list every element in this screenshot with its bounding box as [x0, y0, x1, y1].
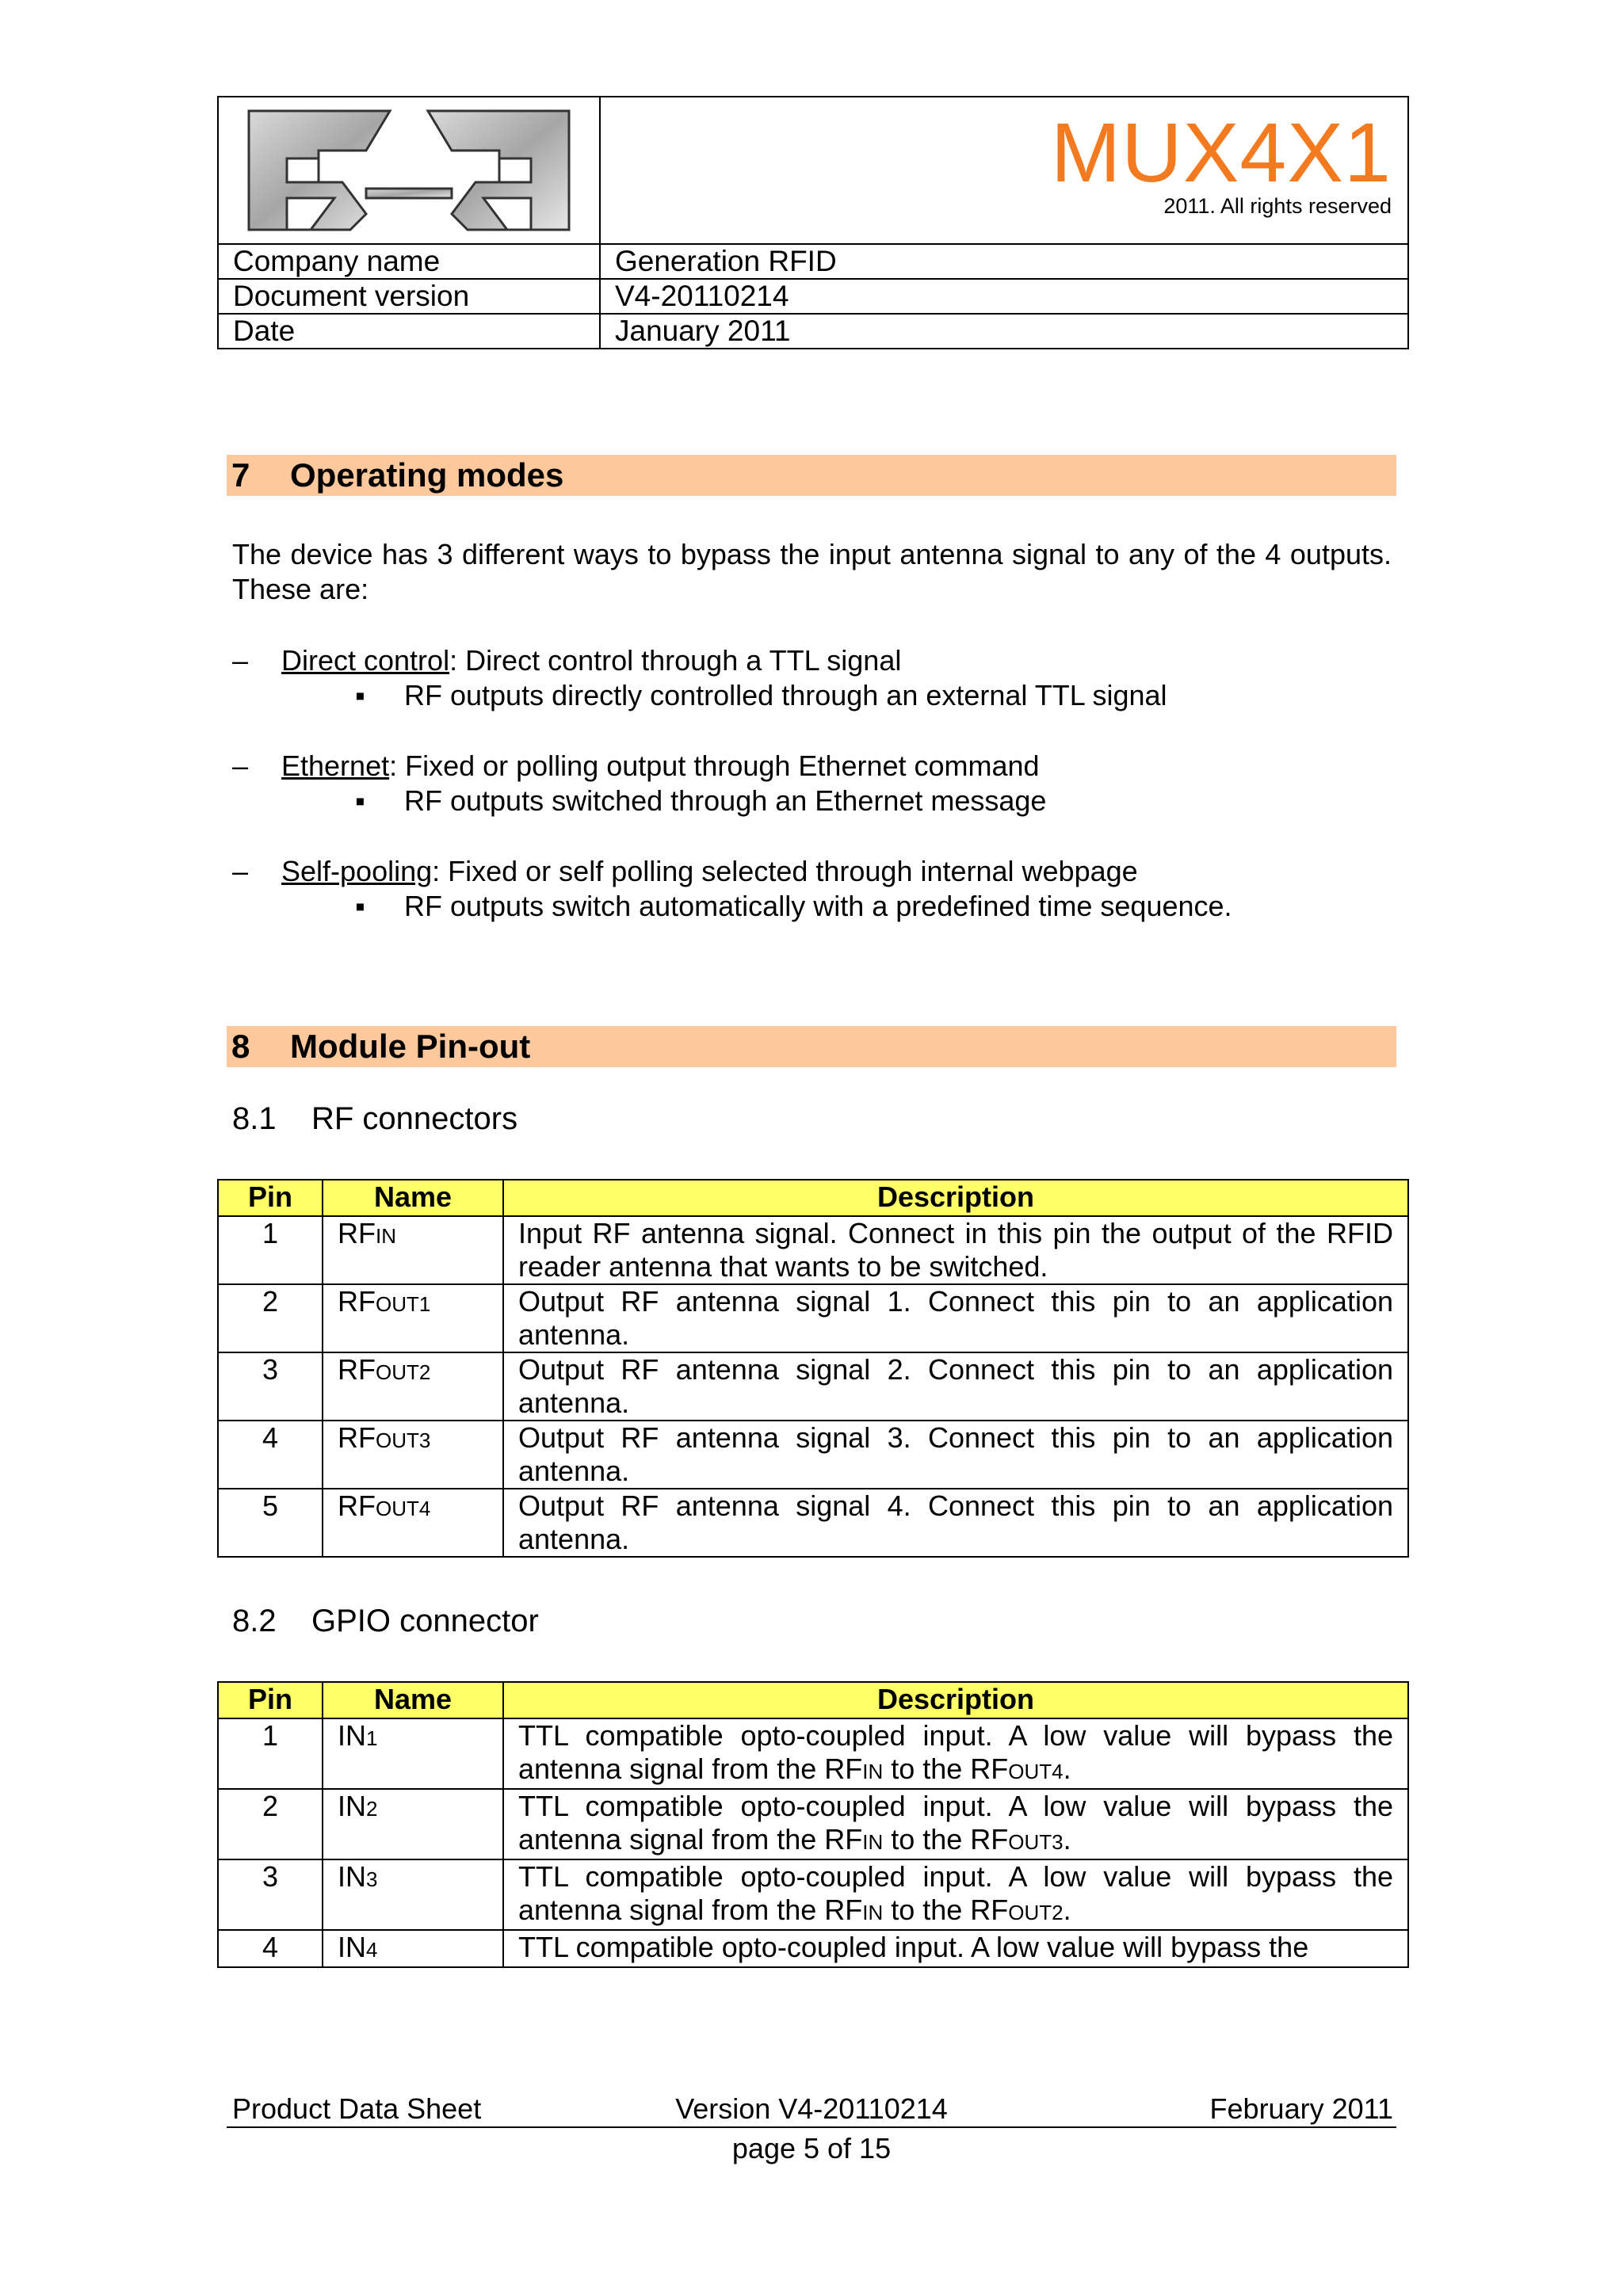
name-cell: IN2 [323, 1789, 503, 1859]
list-item [281, 749, 1040, 784]
header-row [218, 314, 1408, 349]
list-dash: – [232, 749, 249, 782]
header-label: Company name [218, 244, 600, 279]
description-cell: Output RF antenna signal 4. Connect this pin to an application antenna. [503, 1489, 1408, 1557]
section-8-heading [227, 1026, 1396, 1067]
description-cell: TTL compatible opto-coupled input. A low value will bypass the antenna signal from the RFIN to the RFOUT3. [503, 1789, 1408, 1859]
name-cell: RFIN [323, 1216, 503, 1284]
table-header-row [218, 1180, 1408, 1216]
pin-cell: 3 [218, 1859, 323, 1930]
section-7-heading [227, 455, 1396, 496]
sub-item: RF outputs directly controlled through an external TTL signal [404, 679, 1167, 711]
list-rest: : Fixed or self polling selected through internal webpage [432, 855, 1138, 887]
subsection-8-1-heading [232, 1100, 517, 1138]
pin-cell: 2 [218, 1789, 323, 1859]
subsection-title: RF connectors [311, 1101, 518, 1136]
name-cell: IN1 [323, 1718, 503, 1789]
pin-cell: 1 [218, 1216, 323, 1284]
list-rest: : Direct control through a TTL signal [449, 644, 902, 677]
rf-connectors-table [217, 1179, 1409, 1558]
list-term: Ethernet [281, 749, 390, 782]
description-cell: Output RF antenna signal 3. Connect this pin to an application antenna. [503, 1421, 1408, 1489]
pin-cell: 5 [218, 1489, 323, 1557]
description-cell: TTL compatible opto-coupled input. A low value will bypass the [503, 1930, 1408, 1967]
header-row [218, 279, 1408, 314]
name-cell: RFOUT4 [323, 1489, 503, 1557]
table-row [218, 1718, 1408, 1789]
page-number: page 5 of 15 [731, 2132, 892, 2164]
list-item [281, 854, 1138, 889]
name-cell: RFOUT3 [323, 1421, 503, 1489]
column-header: Name [323, 1180, 503, 1216]
sub-item: RF outputs switched through an Ethernet message [404, 784, 1047, 817]
name-cell: IN4 [323, 1930, 503, 1967]
bullet-icon: ▪ [355, 784, 365, 817]
table-row [218, 1284, 1408, 1352]
rights-notice: 2011. All rights reserved [1163, 194, 1392, 218]
document-title: MUX4X1 [1050, 106, 1392, 200]
header-label: Date [218, 314, 600, 349]
description-cell: Output RF antenna signal 2. Connect this pin to an application antenna. [503, 1352, 1408, 1421]
table-row [218, 1421, 1408, 1489]
list-dash: – [232, 855, 249, 887]
column-header: Pin [218, 1180, 323, 1216]
table-row [218, 1789, 1408, 1859]
section-title: Module Pin-out [290, 1028, 531, 1065]
title-cell [600, 97, 1408, 244]
column-header: Pin [218, 1682, 323, 1718]
pin-cell: 3 [218, 1352, 323, 1421]
section-number: 8 [231, 1028, 250, 1065]
header-value: Generation RFID [600, 244, 1408, 279]
table-row [218, 1489, 1408, 1557]
header-value: January 2011 [600, 314, 1408, 349]
footer-left-text: Product Data Sheet [232, 2092, 482, 2125]
footer-date: February 2011 [1209, 2092, 1393, 2125]
name-cell: RFOUT2 [323, 1352, 503, 1421]
generation-rfid-logo-icon [247, 109, 571, 231]
table-row [218, 1859, 1408, 1930]
description-cell: Output RF antenna signal 1. Connect this pin to an application antenna. [503, 1284, 1408, 1352]
column-header: Description [503, 1682, 1408, 1718]
list-rest: : Fixed or polling output through Ethernet command [389, 749, 1040, 782]
list-item [281, 643, 901, 678]
pin-cell: 1 [218, 1718, 323, 1789]
name-cell: RFOUT1 [323, 1284, 503, 1352]
subsection-number: 8.1 [232, 1101, 277, 1136]
footer-divider [227, 2126, 1396, 2128]
header-value: V4-20110214 [600, 279, 1408, 314]
bullet-icon: ▪ [355, 890, 365, 922]
section-title: Operating modes [290, 456, 564, 494]
description-cell: TTL compatible opto-coupled input. A low value will bypass the antenna signal from the RFIN to the RFOUT2. [503, 1859, 1408, 1930]
list-term: Self-pooling [281, 855, 433, 887]
description-cell: Input RF antenna signal. Connect in this pin the output of the RFID reader antenna that wants to be switched. [503, 1216, 1408, 1284]
table-header-row [218, 1682, 1408, 1718]
pin-cell: 4 [218, 1930, 323, 1967]
list-dash: – [232, 644, 249, 677]
header-row [218, 244, 1408, 279]
pin-cell: 2 [218, 1284, 323, 1352]
name-cell: IN3 [323, 1859, 503, 1930]
subsection-number: 8.2 [232, 1604, 277, 1638]
gpio-connector-table [217, 1681, 1409, 1968]
table-row [218, 1352, 1408, 1421]
table-row [218, 1930, 1408, 1967]
table-row [218, 1216, 1408, 1284]
footer-version: Version V4-20110214 [675, 2092, 948, 2125]
section-7-intro: The device has 3 different ways to bypass the input antenna signal to any of the 4 outputs. These are: [232, 538, 1392, 605]
header-table [217, 96, 1409, 349]
subsection-8-2-heading [232, 1602, 539, 1640]
subsection-title: GPIO connector [311, 1604, 539, 1638]
column-header: Description [503, 1180, 1408, 1216]
section-number: 7 [231, 456, 250, 494]
sub-item: RF outputs switch automatically with a predefined time sequence. [404, 890, 1232, 922]
description-cell: TTL compatible opto-coupled input. A low value will bypass the antenna signal from the RFIN to the RFOUT4. [503, 1718, 1408, 1789]
logo-cell [218, 97, 600, 244]
list-term: Direct control [281, 644, 450, 677]
column-header: Name [323, 1682, 503, 1718]
bullet-icon: ▪ [355, 679, 365, 711]
header-label: Document version [218, 279, 600, 314]
pin-cell: 4 [218, 1421, 323, 1489]
